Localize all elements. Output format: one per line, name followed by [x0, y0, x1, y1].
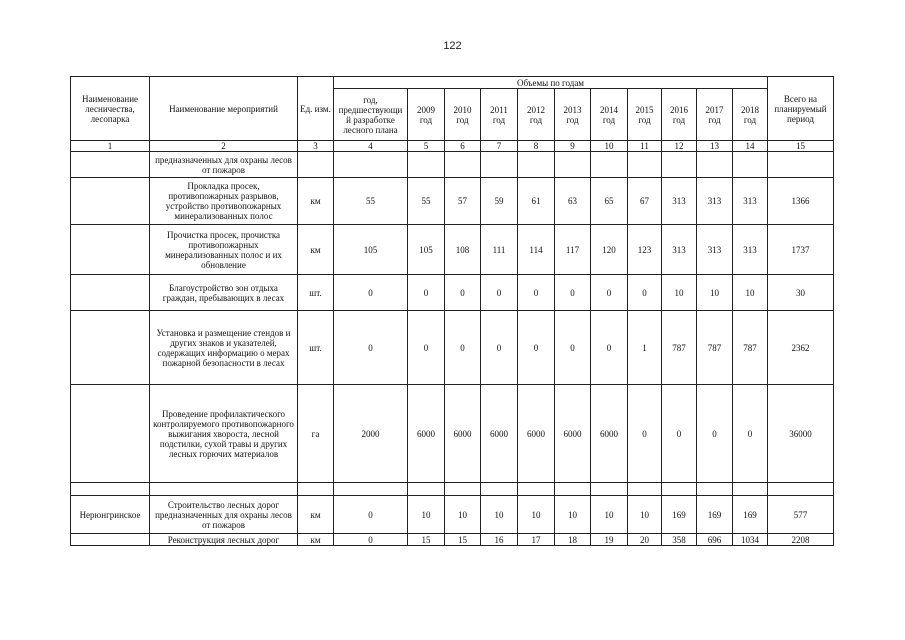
column-number: 3 [298, 141, 334, 152]
value-cell: 6000 [591, 385, 628, 483]
column-number: 11 [628, 141, 662, 152]
value-cell [662, 152, 697, 178]
value-cell: 10 [408, 496, 445, 534]
value-cell: 0 [697, 385, 733, 483]
value-cell [445, 152, 481, 178]
value-cell: 105 [408, 225, 445, 275]
value-cell: 787 [697, 311, 733, 385]
header-year: 2018 год [733, 89, 768, 141]
page-number: 122 [443, 40, 462, 52]
value-cell: 10 [733, 275, 768, 311]
unit-cell [298, 152, 334, 178]
header-year: 2012 год [518, 89, 555, 141]
forestry-cell [71, 275, 150, 311]
value-cell: 6000 [445, 385, 481, 483]
value-cell: 0 [555, 311, 591, 385]
value-cell: 0 [591, 275, 628, 311]
column-number: 1 [71, 141, 150, 152]
value-cell: 1 [628, 311, 662, 385]
value-cell: 0 [408, 311, 445, 385]
table-row [71, 534, 834, 546]
header-prior-year: год, предшествующи й разработке лесного плана [334, 89, 408, 141]
value-cell: 313 [697, 178, 733, 225]
column-number: 10 [591, 141, 628, 152]
value-cell [445, 483, 481, 496]
value-cell: 114 [518, 225, 555, 275]
unit-cell [298, 483, 334, 496]
value-cell: 0 [445, 275, 481, 311]
value-cell: 10 [628, 496, 662, 534]
column-number: 13 [697, 141, 733, 152]
value-cell: 1737 [768, 225, 834, 275]
value-cell: 313 [733, 225, 768, 275]
unit-cell: км [298, 225, 334, 275]
value-cell: 30 [768, 275, 834, 311]
value-cell: 6000 [518, 385, 555, 483]
header-unit: Ед. изм. [298, 77, 334, 141]
value-cell: 10 [591, 496, 628, 534]
header-activity: Наименование мероприятий [150, 77, 298, 141]
value-cell: 117 [555, 225, 591, 275]
value-cell [481, 152, 518, 178]
value-cell: 787 [733, 311, 768, 385]
value-cell: 59 [481, 178, 518, 225]
header-year: 2017 год [697, 89, 733, 141]
forestry-cell [71, 225, 150, 275]
value-cell: 61 [518, 178, 555, 225]
forestry-cell [71, 534, 150, 546]
activity-cell [150, 483, 298, 496]
value-cell: 0 [733, 385, 768, 483]
value-cell: 15 [445, 534, 481, 546]
header-volumes: Объемы по годам [334, 77, 768, 89]
value-cell [518, 483, 555, 496]
value-cell [518, 152, 555, 178]
unit-cell: шт. [298, 275, 334, 311]
table-row [71, 275, 834, 311]
value-cell: 10 [697, 275, 733, 311]
value-cell [481, 483, 518, 496]
value-cell: 10 [555, 496, 591, 534]
table-row [71, 385, 834, 483]
value-cell: 17 [518, 534, 555, 546]
table-row [71, 483, 834, 496]
value-cell: 0 [662, 385, 697, 483]
value-cell [733, 152, 768, 178]
forestry-cell [71, 311, 150, 385]
unit-cell: км [298, 496, 334, 534]
value-cell: 0 [445, 311, 481, 385]
value-cell: 0 [334, 534, 408, 546]
value-cell [555, 152, 591, 178]
value-cell: 10 [445, 496, 481, 534]
value-cell: 6000 [555, 385, 591, 483]
value-cell: 787 [662, 311, 697, 385]
value-cell: 6000 [408, 385, 445, 483]
column-number: 6 [445, 141, 481, 152]
column-number: 5 [408, 141, 445, 152]
value-cell: 123 [628, 225, 662, 275]
value-cell: 6000 [481, 385, 518, 483]
value-cell: 0 [591, 311, 628, 385]
value-cell [555, 483, 591, 496]
table-body [71, 152, 834, 546]
unit-cell: км [298, 178, 334, 225]
value-cell: 111 [481, 225, 518, 275]
value-cell: 67 [628, 178, 662, 225]
value-cell: 55 [408, 178, 445, 225]
column-number: 15 [768, 141, 834, 152]
unit-cell: шт. [298, 311, 334, 385]
activity-cell: Строительство лесных дорог предназначенных для охраны лесов от пожаров [150, 496, 298, 534]
value-cell: 0 [334, 496, 408, 534]
value-cell: 0 [628, 275, 662, 311]
value-cell: 1366 [768, 178, 834, 225]
value-cell [697, 152, 733, 178]
forestry-cell: Нерюнгринское [71, 496, 150, 534]
value-cell: 0 [628, 385, 662, 483]
value-cell [334, 483, 408, 496]
header-year: 2016 год [662, 89, 697, 141]
value-cell: 313 [662, 225, 697, 275]
value-cell: 0 [518, 311, 555, 385]
table-row [71, 225, 834, 275]
column-number: 14 [733, 141, 768, 152]
value-cell [768, 483, 834, 496]
header-total: Всего на планируемый период [768, 77, 834, 141]
value-cell: 2000 [334, 385, 408, 483]
header-year: 2011 год [481, 89, 518, 141]
value-cell: 16 [481, 534, 518, 546]
table-row [71, 178, 834, 225]
column-number: 7 [481, 141, 518, 152]
value-cell: 55 [334, 178, 408, 225]
value-cell: 19 [591, 534, 628, 546]
value-cell: 0 [334, 311, 408, 385]
forestry-cell [71, 483, 150, 496]
table-row [71, 496, 834, 534]
column-number-row [71, 141, 834, 152]
value-cell: 169 [697, 496, 733, 534]
header-year: 2014 год [591, 89, 628, 141]
activity-cell: Прочистка просек, прочистка противопожарных минерализованных полос и их обновление [150, 225, 298, 275]
value-cell: 1034 [733, 534, 768, 546]
value-cell: 0 [481, 311, 518, 385]
table-row [71, 152, 834, 178]
forestry-cell [71, 385, 150, 483]
value-cell: 65 [591, 178, 628, 225]
column-number: 12 [662, 141, 697, 152]
value-cell: 20 [628, 534, 662, 546]
value-cell: 57 [445, 178, 481, 225]
value-cell: 10 [662, 275, 697, 311]
activity-cell: Благоустройство зон отдыха граждан, пребывающих в лесах [150, 275, 298, 311]
value-cell: 10 [481, 496, 518, 534]
column-number: 4 [334, 141, 408, 152]
value-cell: 358 [662, 534, 697, 546]
value-cell: 0 [518, 275, 555, 311]
activity-cell: Проведение профилактического контролируемого противопожарного выжигания хвороста, лесной подстилки, сухой травы и других лесных горючих материалов [150, 385, 298, 483]
value-cell [662, 483, 697, 496]
activity-cell: Реконструкция лесных дорог [150, 534, 298, 546]
value-cell [628, 483, 662, 496]
table-row [71, 311, 834, 385]
activity-cell: предназначенных для охраны лесов от пожаров [150, 152, 298, 178]
activity-cell: Прокладка просек, противопожарных разрывов, устройство противопожарных минерализованных полос [150, 178, 298, 225]
value-cell [697, 483, 733, 496]
value-cell: 105 [334, 225, 408, 275]
value-cell: 108 [445, 225, 481, 275]
activity-cell: Установка и размещение стендов и других знаков и указателей, содержащих информацию о мерах пожарной безопасности в лесах [150, 311, 298, 385]
column-number: 2 [150, 141, 298, 152]
value-cell [334, 152, 408, 178]
value-cell: 169 [733, 496, 768, 534]
column-number: 8 [518, 141, 555, 152]
value-cell: 0 [481, 275, 518, 311]
header-forestry: Наименование лесничества, лесопарка [71, 77, 150, 141]
value-cell: 577 [768, 496, 834, 534]
value-cell: 0 [408, 275, 445, 311]
column-number: 9 [555, 141, 591, 152]
value-cell: 313 [697, 225, 733, 275]
value-cell: 0 [334, 275, 408, 311]
value-cell [408, 152, 445, 178]
value-cell [628, 152, 662, 178]
value-cell: 313 [733, 178, 768, 225]
value-cell: 2208 [768, 534, 834, 546]
value-cell: 313 [662, 178, 697, 225]
header-year: 2013 год [555, 89, 591, 141]
unit-cell: га [298, 385, 334, 483]
forestry-cell [71, 152, 150, 178]
value-cell: 36000 [768, 385, 834, 483]
header-year: 2010 год [445, 89, 481, 141]
value-cell: 169 [662, 496, 697, 534]
header-year: 2015 год [628, 89, 662, 141]
unit-cell: км [298, 534, 334, 546]
forest-plan-table [70, 76, 834, 546]
value-cell: 0 [555, 275, 591, 311]
value-cell: 120 [591, 225, 628, 275]
value-cell [591, 152, 628, 178]
value-cell: 18 [555, 534, 591, 546]
value-cell: 63 [555, 178, 591, 225]
value-cell [733, 483, 768, 496]
value-cell: 10 [518, 496, 555, 534]
header-row-1 [71, 77, 834, 89]
value-cell [591, 483, 628, 496]
value-cell [768, 152, 834, 178]
header-year: 2009 год [408, 89, 445, 141]
forestry-cell [71, 178, 150, 225]
value-cell: 696 [697, 534, 733, 546]
value-cell: 2362 [768, 311, 834, 385]
value-cell: 15 [408, 534, 445, 546]
value-cell [408, 483, 445, 496]
